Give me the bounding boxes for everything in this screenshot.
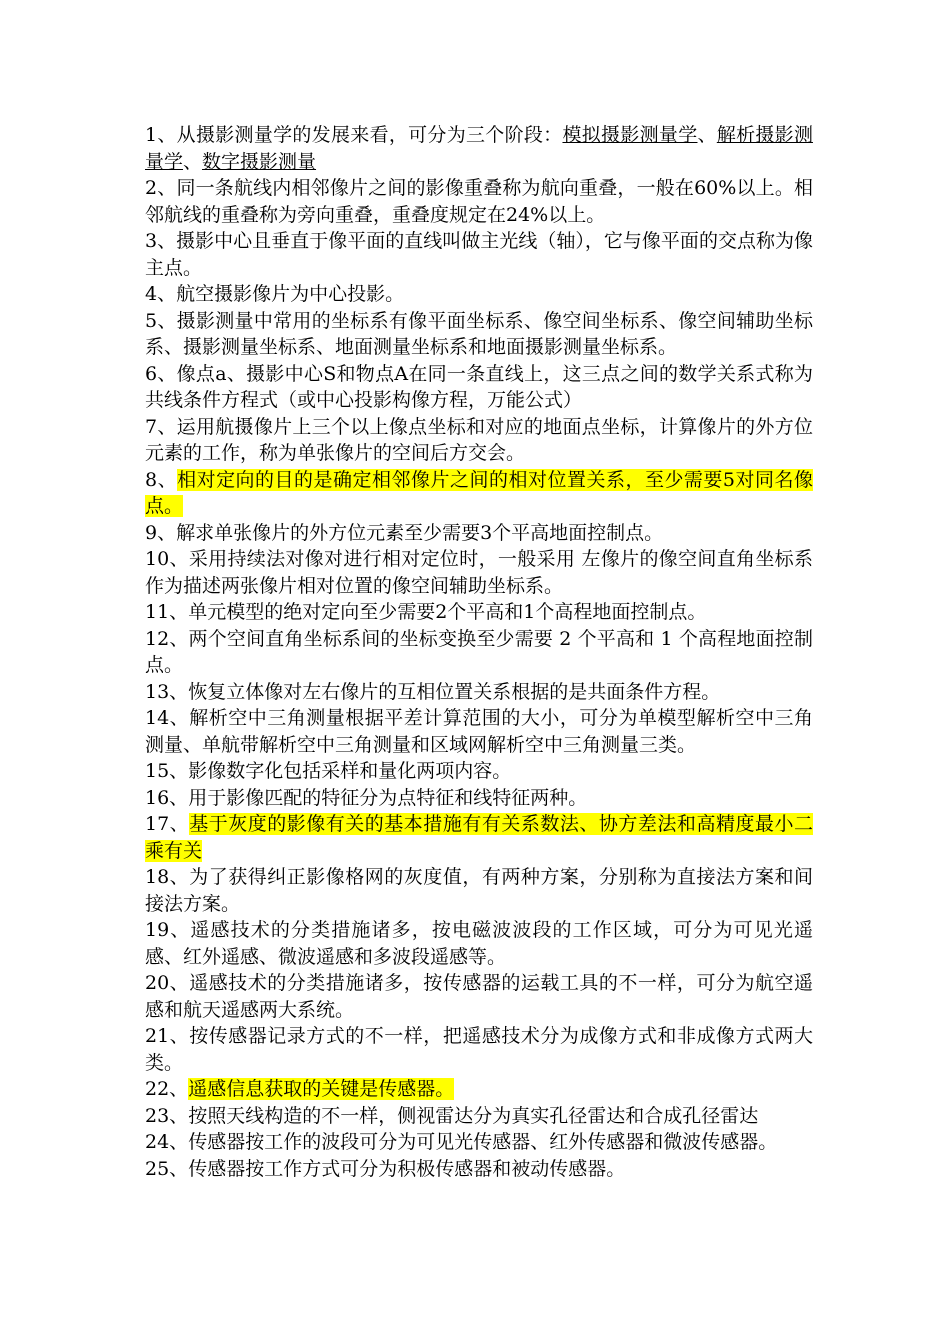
item-text: 影像数字化包括采样和量化两项内容。 bbox=[188, 760, 512, 782]
list-item-1 bbox=[145, 122, 813, 175]
item-number: 10、 bbox=[145, 548, 189, 570]
item-number: 8、 bbox=[145, 468, 178, 491]
item-text: 传感器按工作的波段可分为可见光传感器、红外传感器和微波传感器。 bbox=[188, 1131, 778, 1153]
list-item-25 bbox=[145, 1156, 813, 1183]
document-page bbox=[145, 122, 813, 1182]
item-number: 4、 bbox=[145, 283, 177, 305]
list-item-21 bbox=[145, 1023, 813, 1076]
list-item-2 bbox=[145, 175, 813, 228]
item-text: 遥感技术的分类措施诸多，按传感器的运载工具的不一样，可分为航空遥感和航天遥感两大系统。 bbox=[145, 972, 813, 1021]
highlighted-text: 遥感信息获取的关键是传感器。 bbox=[188, 1078, 455, 1100]
item-text: 解求单张像片的外方位元素至少需要3个平高地面控制点。 bbox=[176, 521, 664, 544]
list-item-24 bbox=[145, 1129, 813, 1156]
list-item-23 bbox=[145, 1103, 813, 1130]
list-item-9 bbox=[145, 520, 813, 547]
item-text: 摄影中心且垂直于像平面的直线叫做主光线（轴），它与像平面的交点称为像主点。 bbox=[145, 230, 813, 279]
item-number: 19、 bbox=[145, 919, 191, 941]
list-item-19 bbox=[145, 917, 813, 970]
list-item-17 bbox=[145, 811, 813, 864]
list-item-8 bbox=[145, 467, 813, 520]
item-text: 采用持续法对像对进行相对定位时，一般采用 左像片的像空间直角坐标系作为描述两张像片相对位置的像空间辅助坐标系。 bbox=[145, 548, 813, 597]
item-number: 7、 bbox=[145, 415, 177, 438]
item-number: 9、 bbox=[145, 521, 177, 544]
item-number: 12、 bbox=[145, 627, 189, 650]
item-text: 为了获得纠正影像格网的灰度值，有两种方案，分别称为直接法方案和间接法方案。 bbox=[145, 866, 813, 915]
item-number: 11、 bbox=[145, 601, 189, 623]
stage-analytical: 解析摄影测量学 bbox=[145, 124, 813, 173]
item-number: 22、 bbox=[145, 1078, 189, 1100]
list-item-22 bbox=[145, 1076, 813, 1103]
list-item-15 bbox=[145, 758, 813, 785]
item-text: 按传感器记录方式的不一样，把遥感技术分为成像方式和非成像方式两大类。 bbox=[145, 1025, 813, 1074]
item-text: 同一条航线内相邻像片之间的影像重叠称为航向重叠，一般在60%以上。相邻航线的重叠称为旁向重叠，重叠度规定在24%以上。 bbox=[145, 177, 813, 226]
separator: 、 bbox=[697, 124, 717, 146]
item-text: 从摄影测量学的发展来看，可分为三个阶段： bbox=[176, 124, 563, 146]
item-number: 6、 bbox=[145, 362, 177, 385]
item-number: 15、 bbox=[145, 760, 189, 782]
item-text: 用于影像匹配的特征分为点特征和线特征两种。 bbox=[188, 786, 588, 809]
list-item-12 bbox=[145, 626, 813, 679]
item-number: 18、 bbox=[145, 866, 190, 888]
list-item-7 bbox=[145, 414, 813, 467]
item-number: 5、 bbox=[145, 309, 177, 332]
item-number: 3、 bbox=[145, 230, 177, 252]
item-number: 20、 bbox=[145, 972, 190, 994]
item-number: 23、 bbox=[145, 1104, 189, 1127]
stage-analog: 模拟摄影测量学 bbox=[562, 124, 698, 146]
list-item-16 bbox=[145, 785, 813, 812]
item-text: 解析空中三角测量根据平差计算范围的大小，可分为单模型解析空中三角测量、单航带解析空中三角测量和区域网解析空中三角测量三类。 bbox=[145, 707, 813, 756]
item-number: 21、 bbox=[145, 1025, 190, 1047]
list-item-4 bbox=[145, 281, 813, 308]
list-item-3 bbox=[145, 228, 813, 281]
item-number: 17、 bbox=[145, 813, 190, 835]
item-number: 14、 bbox=[145, 707, 190, 729]
item-text: 单元模型的绝对定向至少需要2个平高和1个高程地面控制点。 bbox=[188, 601, 707, 623]
list-item-10 bbox=[145, 546, 813, 599]
item-text: 按照天线构造的不一样，侧视雷达分为真实孔径雷达和合成孔径雷达 bbox=[188, 1104, 759, 1127]
item-number: 24、 bbox=[145, 1131, 189, 1153]
item-text: 航空摄影像片为中心投影。 bbox=[176, 283, 405, 305]
stage-digital: 数字摄影测量 bbox=[202, 150, 317, 173]
item-text: 摄影测量中常用的坐标系有像平面坐标系、像空间坐标系、像空间辅助坐标系、摄影测量坐标系、地面测量坐标系和地面摄影测量坐标系。 bbox=[145, 309, 813, 358]
list-item-5 bbox=[145, 308, 813, 361]
item-text: 遥感技术的分类措施诸多，按电磁波波段的工作区域，可分为可见光遥感、红外遥感、微波遥感和多波段遥感等。 bbox=[145, 919, 813, 968]
list-item-11 bbox=[145, 599, 813, 626]
item-text: 像点a、摄影中心S和物点A在同一条直线上，这三点之间的数学关系式称为共线条件方程式（或中心投影构像方程，万能公式） bbox=[145, 362, 813, 411]
highlighted-text: 相对定向的目的是确定相邻像片之间的相对位置关系，至少需要5对同名像点。 bbox=[145, 468, 813, 517]
list-item-20 bbox=[145, 970, 813, 1023]
item-text: 恢复立体像对左右像片的互相位置关系根据的是共面条件方程。 bbox=[188, 680, 721, 703]
list-item-6 bbox=[145, 361, 813, 414]
item-text: 两个空间直角坐标系间的坐标变换至少需要 2 个平高和 1 个高程地面控制点。 bbox=[145, 627, 813, 676]
item-number: 25、 bbox=[145, 1157, 189, 1180]
list-item-13 bbox=[145, 679, 813, 706]
list-item-14 bbox=[145, 705, 813, 758]
item-number: 2、 bbox=[145, 177, 177, 199]
item-number: 16、 bbox=[145, 786, 189, 809]
list-item-18 bbox=[145, 864, 813, 917]
item-number: 13、 bbox=[145, 680, 189, 703]
separator: 、 bbox=[183, 150, 203, 173]
highlighted-text: 基于灰度的影像有关的基本措施有有关系数法、协方差法和高精度最小二乘有关 bbox=[145, 813, 813, 862]
item-text: 运用航摄像片上三个以上像点坐标和对应的地面点坐标，计算像片的外方位元素的工作，称为单张像片的空间后方交会。 bbox=[145, 415, 813, 464]
item-number: 1、 bbox=[145, 124, 177, 146]
item-text: 传感器按工作方式可分为积极传感器和被动传感器。 bbox=[188, 1157, 626, 1180]
